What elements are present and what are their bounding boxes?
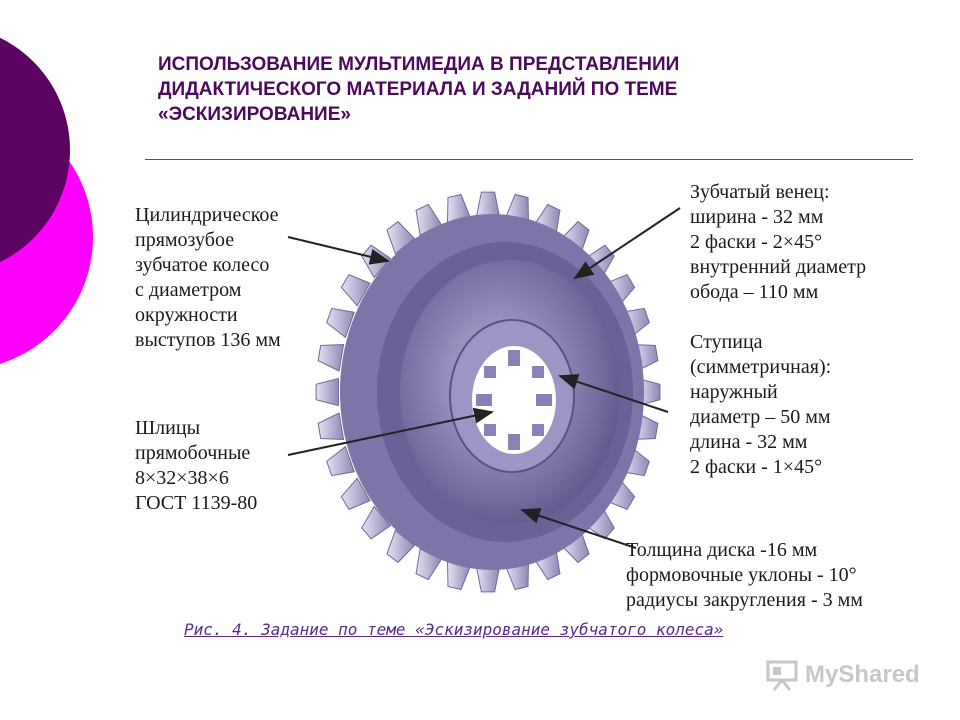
label-splines-line: Шлицы	[135, 417, 200, 439]
label-hub-line: наружный	[690, 381, 778, 403]
gear-tooth	[477, 568, 500, 592]
label-rim	[690, 180, 866, 305]
gear-tooth	[318, 413, 344, 440]
label-splines	[135, 416, 257, 516]
title-line-2: ДИДАКТИЧЕСКОГО МАТЕРИАЛА И ЗАДАНИЙ ПО ТЕМЕ	[158, 79, 678, 100]
gear-tooth	[477, 192, 500, 216]
arrow-rim	[575, 208, 680, 278]
watermark-text: MyShared	[805, 661, 920, 688]
label-hub	[690, 330, 831, 480]
label-gear-line: окружности	[135, 304, 238, 326]
label-gear-line: с диаметром	[135, 279, 242, 301]
label-rim-line: внутренний диаметр	[690, 256, 867, 278]
label-disk	[626, 538, 863, 613]
label-hub-line: 2 фаски - 1×45°	[690, 456, 823, 478]
label-disk-line: радиусы закругления - 3 мм	[626, 589, 863, 611]
label-disk-line: Толщина диска -16 мм	[626, 539, 818, 561]
presentation-board-icon	[765, 658, 799, 692]
label-gear-line: зубчатое колесо	[135, 254, 270, 276]
label-rim-line: ширина - 32 мм	[690, 206, 824, 228]
label-gear-line: выступов 136 мм	[135, 329, 281, 351]
label-rim-line: 2 фаски - 2×45°	[690, 231, 823, 253]
label-rim-line: Зубчатый венец:	[690, 181, 830, 203]
label-hub-line: длина - 32 мм	[690, 431, 808, 453]
title-line-3: «ЭСКИЗИРОВАНИЕ»	[158, 104, 351, 125]
label-rim-line: обода – 110 мм	[690, 281, 819, 303]
gear-tooth	[318, 345, 344, 372]
label-splines-line: ГОСТ 1139-80	[135, 492, 258, 514]
figure-caption-link[interactable]: Рис. 4. Задание по теме «Эскизирование зубчатого колеса»	[184, 620, 724, 639]
watermark	[765, 655, 920, 695]
label-disk-line: формовочные уклоны - 10°	[626, 564, 857, 586]
label-splines-line: прямобочные	[135, 442, 251, 464]
label-splines-line: 8×32×38×6	[135, 467, 229, 489]
label-hub-line: (симметричная):	[690, 356, 832, 378]
label-hub-line: диаметр – 50 мм	[690, 406, 831, 428]
label-gear	[135, 203, 281, 353]
label-gear-line: Цилиндрическое	[135, 204, 279, 226]
title-line-1: ИСПОЛЬЗОВАНИЕ МУЛЬТИМЕДИА В ПРЕДСТАВЛЕНИИ	[158, 54, 680, 75]
label-gear-line: прямозубое	[135, 229, 235, 251]
label-hub-line: Ступица	[690, 331, 763, 353]
gear-tooth	[316, 379, 338, 406]
